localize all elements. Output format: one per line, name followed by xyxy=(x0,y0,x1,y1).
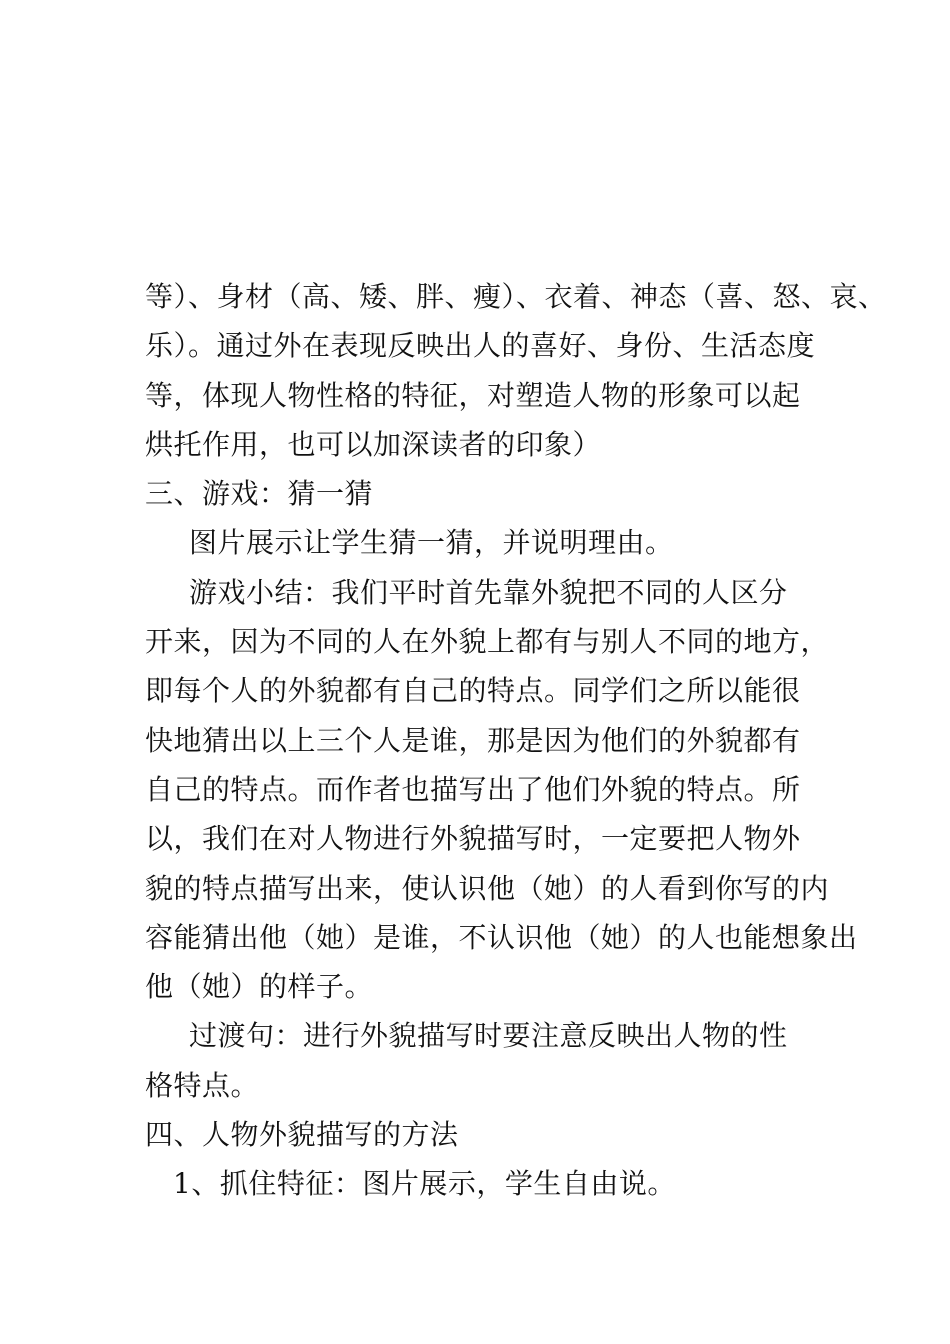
text-line: 貌的特点描写出来，使认识他（她）的人看到你写的内 xyxy=(145,871,830,905)
text-line: 乐）。通过外在表现反映出人的喜好、身份、生活态度 xyxy=(145,329,816,363)
text-line: 以，我们在对人物进行外貌描写时，一定要把人物外 xyxy=(145,822,801,856)
text-line: 烘托作用，也可以加深读者的印象） xyxy=(145,427,602,461)
text-line: 快地猜出以上三个人是谁，那是因为他们的外貌都有 xyxy=(145,723,801,757)
list-item: 1、抓住特征：图片展示，学生自由说。 xyxy=(173,1167,676,1201)
text-line: 容能猜出他（她）是谁，不认识他（她）的人也能想象出 xyxy=(145,920,858,954)
text-line: 他（她）的样子。 xyxy=(145,970,374,1004)
text-line: 图片展示让学生猜一猜，并说明理由。 xyxy=(189,526,674,560)
text-line: 等）、身材（高、矮、胖、瘦）、衣着、神态（喜、怒、哀、 xyxy=(145,280,887,313)
text-line: 等，体现人物性格的特征，对塑造人物的形象可以起 xyxy=(145,378,801,412)
section-heading: 三、游戏：猜一猜 xyxy=(145,477,374,511)
text-line: 游戏小结：我们平时首先靠外貌把不同的人区分 xyxy=(189,575,788,609)
text-line: 格特点。 xyxy=(145,1068,260,1102)
text-line: 自己的特点。而作者也描写出了他们外貌的特点。所 xyxy=(145,772,801,806)
text-line: 开来，因为不同的人在外貌上都有与别人不同的地方， xyxy=(145,625,830,659)
text-line: 过渡句：进行外貌描写时要注意反映出人物的性 xyxy=(189,1019,788,1053)
text-line: 即每个人的外貌都有自己的特点。同学们之所以能很 xyxy=(145,674,801,708)
section-heading: 四、人物外貌描写的方法 xyxy=(145,1118,459,1152)
document-body xyxy=(145,272,887,1209)
